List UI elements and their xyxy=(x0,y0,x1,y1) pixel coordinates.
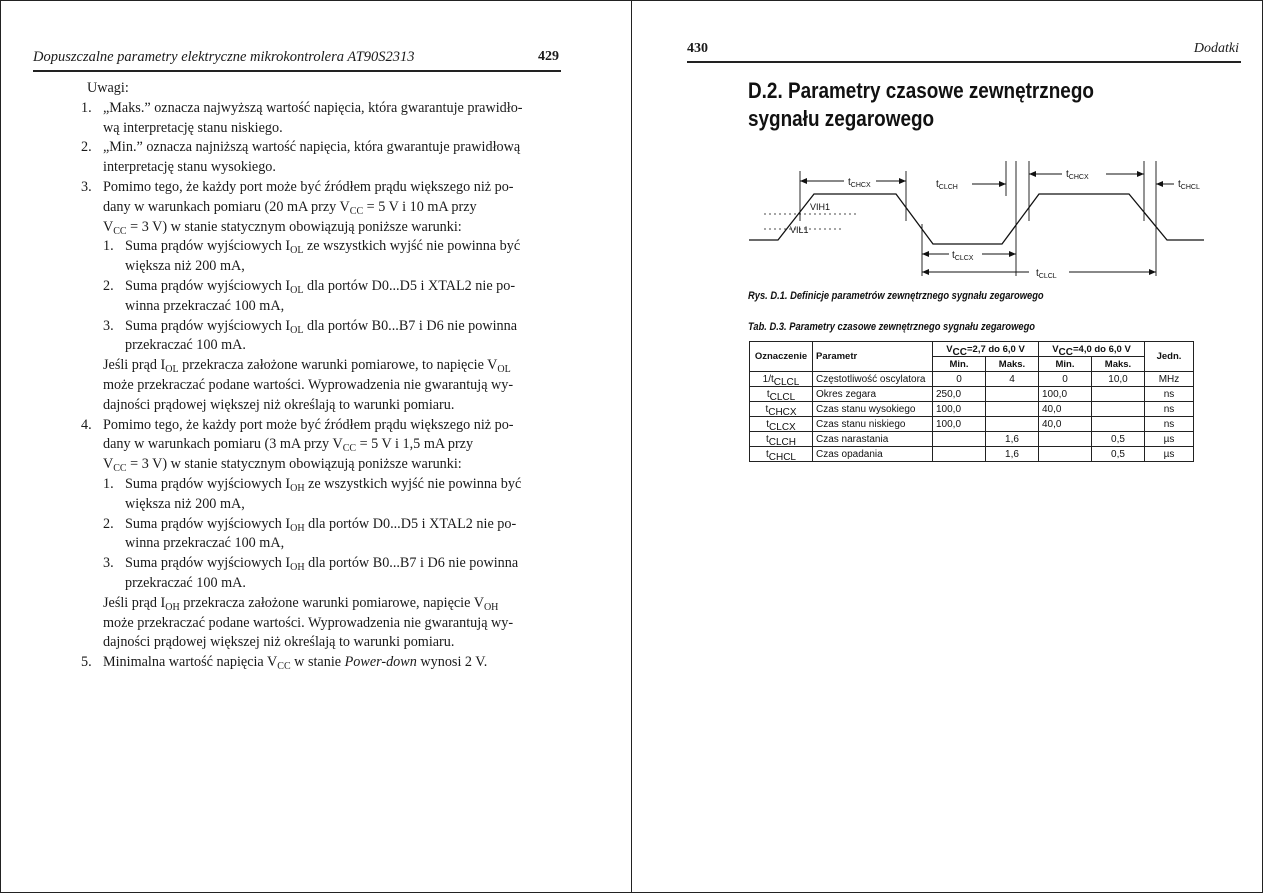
col-max1: Maks. xyxy=(986,357,1039,372)
note-4 xyxy=(63,416,563,436)
cell-unit: µs xyxy=(1145,432,1194,447)
cell-unit: MHz xyxy=(1145,372,1194,387)
subscript: OH xyxy=(483,601,499,613)
cell-min2: 100,0 xyxy=(1039,387,1092,402)
notes-heading: Uwagi: xyxy=(87,80,129,96)
note-4-sub-3 xyxy=(63,554,563,574)
tclcl-sub: CLCL xyxy=(1038,273,1057,280)
note-3 xyxy=(63,198,563,218)
cell-param: Okres zegara xyxy=(813,387,933,402)
line-text: Suma prądów wyjściowych $I_{OL}$ dla portów D0...D5 i XTAL2 nie po- xyxy=(125,277,516,296)
list-number: 4. xyxy=(81,416,92,433)
note-4-para xyxy=(63,614,563,634)
symbol-subscript: CLCL xyxy=(769,391,796,403)
vih1-label: VIH1 xyxy=(810,202,831,212)
line-text: większa niż 200 mA, xyxy=(125,258,245,275)
cell-min2: 0 xyxy=(1039,372,1092,387)
cell-sym: $t_{CHCL}$ xyxy=(750,447,813,462)
cell-param: Czas opadania xyxy=(813,447,933,462)
list-number: 1. xyxy=(103,475,114,492)
col-range1 xyxy=(933,342,1039,357)
cell-unit: ns xyxy=(1145,387,1194,402)
subscript: OH xyxy=(290,482,305,494)
note-3-para xyxy=(63,356,563,376)
col-symbol: Oznaczenie xyxy=(750,342,813,372)
subscript: OL xyxy=(290,284,304,296)
subscript: OL xyxy=(165,364,179,376)
tchcl-sub: CHCL xyxy=(1180,184,1200,191)
col-unit: Jedn. xyxy=(1145,342,1194,372)
symbol-subscript: CHCL xyxy=(768,451,796,463)
line-text: Minimalna wartość napięcia $V_{CC}$ w stanie Power-down wynosi 2 V. xyxy=(103,654,488,673)
cell-min2: 40,0 xyxy=(1039,402,1092,417)
figure-caption: Rys. D.1. Definicje parametrów zewnętrznego sygnału zegarowego xyxy=(748,290,1044,302)
table-caption: Tab. D.3. Parametry czasowe zewnętrznego sygnału zegarowego xyxy=(748,321,1035,333)
subscript: CC xyxy=(277,661,291,673)
left-page xyxy=(0,0,631,893)
cell-max2: 0,5 xyxy=(1092,447,1145,462)
tclcx-sub: CLCX xyxy=(954,255,974,262)
note-1 xyxy=(63,119,563,139)
cell-sym: $t_{CHCX}$ xyxy=(750,402,813,417)
note-3-para xyxy=(63,396,563,416)
note-3-sub-1 xyxy=(63,237,563,257)
line-text: Pomimo tego, że każdy port może być źródłem prądu większego niż po- xyxy=(103,416,514,433)
table-row xyxy=(750,432,1194,447)
cell-unit: ns xyxy=(1145,417,1194,432)
note-4-sub-2 xyxy=(63,515,563,535)
page-number: 430 xyxy=(687,41,708,56)
range1-label: $V_{CC}=2,7$ do 6,0 V xyxy=(946,343,1025,358)
clock-timing-diagram xyxy=(744,156,1204,281)
list-number: 5. xyxy=(81,654,92,671)
note-2 xyxy=(63,138,563,158)
running-header xyxy=(33,49,561,66)
table-body xyxy=(750,372,1194,462)
subscript: CC xyxy=(113,225,127,237)
line-text: dajności prądowej większej niż określają to warunki pomiaru. xyxy=(103,396,455,413)
list-number: 3. xyxy=(103,317,114,334)
symbol-subscript: CLCL xyxy=(773,376,800,388)
note-1 xyxy=(63,99,563,119)
cell-min2: 40,0 xyxy=(1039,417,1092,432)
cell-max2: 10,0 xyxy=(1092,372,1145,387)
line-text: przekraczać 100 mA. xyxy=(125,574,246,591)
cell-sym: $t_{CLCL}$ xyxy=(750,387,813,402)
cell-unit: ns xyxy=(1145,402,1194,417)
symbol-subscript: CHCX xyxy=(768,406,797,418)
line-text: $V_{CC} = 3$ V) w stanie statycznym obowiązują poniższe warunki: xyxy=(103,456,462,475)
note-4 xyxy=(63,435,563,455)
subscript: CC xyxy=(952,346,967,358)
section-title xyxy=(748,77,1094,133)
line-text: dany w warunkach pomiaru (3 mA przy $V_{CC} = 5$ V i 1,5 mA przy xyxy=(103,436,474,455)
tclcl-label: $t_{CLCL}$ xyxy=(1036,268,1057,280)
tchcl-label: $t_{CHCL}$ xyxy=(1178,179,1200,191)
cell-unit: µs xyxy=(1145,447,1194,462)
tchcx-sub-2: CHCX xyxy=(1068,174,1089,181)
line-text: dajności prądowej większej niż określają to warunki pomiaru. xyxy=(103,634,455,651)
tchcx-label-1: $t_{CHCX}$ xyxy=(848,177,871,189)
line-text: Suma prądów wyjściowych $I_{OH}$ ze wszystkich wyjść nie powinna być xyxy=(125,475,522,494)
right-page xyxy=(631,0,1263,893)
line-text: dany w warunkach pomiaru (20 mA przy $V_{CC} = 5$ V i 10 mA przy xyxy=(103,198,477,217)
cell-min1: 250,0 xyxy=(933,387,986,402)
line-text: interpretację stanu wysokiego. xyxy=(103,159,276,176)
table-row xyxy=(750,417,1194,432)
subscript: OH xyxy=(290,522,305,534)
list-number: 2. xyxy=(103,515,114,532)
line-text: może przekraczać podane wartości. Wyprowadzenia nie gwarantują wy- xyxy=(103,614,514,631)
line-text: może przekraczać podane wartości. Wyprowadzenia nie gwarantują wy- xyxy=(103,376,514,393)
note-4 xyxy=(63,455,563,475)
note-3-sub-3 xyxy=(63,336,563,356)
list-number: 3. xyxy=(81,178,92,195)
page-number: 429 xyxy=(538,49,559,64)
list-number: 2. xyxy=(81,139,92,156)
note-3-sub-2 xyxy=(63,277,563,297)
subscript: CC xyxy=(349,205,364,217)
cell-max1: 1,6 xyxy=(986,432,1039,447)
cell-max2 xyxy=(1092,387,1145,402)
note-4-sub-1 xyxy=(63,475,563,495)
line-text: Suma prądów wyjściowych $I_{OL}$ ze wszystkich wyjść nie powinna być xyxy=(125,238,521,257)
vil1-label: VIL1 xyxy=(790,225,809,235)
line-text: wą interpretację stanu niskiego. xyxy=(103,119,283,136)
subscript: CC xyxy=(1058,346,1073,358)
line-text: $V_{CC} = 3$ V) w stanie statycznym obowiązują poniższe warunki: xyxy=(103,218,462,237)
line-text: przekraczać 100 mA. xyxy=(125,337,246,354)
cell-min2 xyxy=(1039,447,1092,462)
cell-param: Częstotliwość oscylatora xyxy=(813,372,933,387)
subscript: OH xyxy=(290,562,305,574)
line-text: Jeśli prąd $I_{OH}$ przekracza założone warunki pomiarowe, napięcie $V_{OH}$ xyxy=(103,594,499,613)
col-max2: Maks. xyxy=(1092,357,1145,372)
note-5 xyxy=(63,653,563,673)
note-4-sub-1 xyxy=(63,495,563,515)
tchcx-sub-1: CHCX xyxy=(850,182,871,189)
line-text: Suma prądów wyjściowych $I_{OH}$ dla portów D0...D5 i XTAL2 nie po- xyxy=(125,515,517,534)
note-4-sub-3 xyxy=(63,574,563,594)
cell-param: Czas stanu niskiego xyxy=(813,417,933,432)
header-title: Dodatki xyxy=(1193,41,1239,56)
cell-max2 xyxy=(1092,402,1145,417)
cell-sym: $t_{CLCX}$ xyxy=(750,417,813,432)
col-range2 xyxy=(1039,342,1145,357)
cell-min1 xyxy=(933,447,986,462)
line-text: większa niż 200 mA, xyxy=(125,495,245,512)
note-3-para xyxy=(63,376,563,396)
cell-min2 xyxy=(1039,432,1092,447)
tchcx-label-2: $t_{CHCX}$ xyxy=(1066,169,1089,181)
line-text: winna przekraczać 100 mA, xyxy=(125,297,285,314)
cell-min1: 0 xyxy=(933,372,986,387)
header-rule xyxy=(33,70,561,72)
list-number: 1. xyxy=(81,99,92,116)
line-text: Pomimo tego, że każdy port może być źródłem prądu większego niż po- xyxy=(103,178,514,195)
cell-max1 xyxy=(986,417,1039,432)
subscript: CC xyxy=(342,443,357,455)
list-number: 3. xyxy=(103,555,114,572)
cell-max2: 0,5 xyxy=(1092,432,1145,447)
note-4-para xyxy=(63,594,563,614)
range2-label: $V_{CC}=4,0$ do 6,0 V xyxy=(1052,343,1131,358)
symbol-subscript: CLCX xyxy=(769,421,796,433)
line-text: „Maks.” oznacza najwyższą wartość napięcia, która gwarantuje prawidło- xyxy=(103,99,523,116)
subscript: OH xyxy=(165,601,180,613)
line-text: Suma prądów wyjściowych $I_{OH}$ dla portów B0...B7 i D6 nie powinna xyxy=(125,555,519,574)
subscript: OL xyxy=(290,324,304,336)
cell-max1 xyxy=(986,402,1039,417)
section-title-line2: sygnału zegarowego xyxy=(748,106,935,131)
note-3 xyxy=(63,178,563,198)
note-3-sub-1 xyxy=(63,257,563,277)
cell-min1: 100,0 xyxy=(933,417,986,432)
note-2 xyxy=(63,158,563,178)
list-number: 1. xyxy=(103,238,114,255)
col-param: Parametr xyxy=(813,342,933,372)
cell-max1: 1,6 xyxy=(986,447,1039,462)
section-title-line1: D.2. Parametry czasowe zewnętrznego xyxy=(748,78,1094,103)
note-4-sub-2 xyxy=(63,534,563,554)
subscript: OL xyxy=(497,364,511,376)
tclch-label: $t_{CLCH}$ xyxy=(936,179,958,191)
table-row xyxy=(750,447,1194,462)
cell-max1: 4 xyxy=(986,372,1039,387)
cell-param: Czas stanu wysokiego xyxy=(813,402,933,417)
table-row xyxy=(750,402,1194,417)
cell-min1 xyxy=(933,432,986,447)
col-min2: Min. xyxy=(1039,357,1092,372)
note-3 xyxy=(63,218,563,238)
cell-sym: $t_{CLCH}$ xyxy=(750,432,813,447)
symbol-subscript: CLCH xyxy=(768,436,796,448)
cell-max1 xyxy=(986,387,1039,402)
cell-sym: $1/t_{CLCL}$ xyxy=(750,372,813,387)
note-3-sub-2 xyxy=(63,297,563,317)
tclcx-label: $t_{CLCX}$ xyxy=(952,250,974,262)
tclch-sub: CLCH xyxy=(938,184,958,191)
cell-param: Czas narastania xyxy=(813,432,933,447)
header-title: Dopuszczalne parametry elektryczne mikrokontrolera AT90S2313 xyxy=(33,49,415,65)
marker-lines xyxy=(800,161,1156,276)
threshold-lines xyxy=(764,214,859,229)
note-4-para xyxy=(63,633,563,653)
cell-max2 xyxy=(1092,417,1145,432)
list-number: 2. xyxy=(103,277,114,294)
table-row xyxy=(750,372,1194,387)
line-text: Suma prądów wyjściowych $I_{OL}$ dla portów B0...B7 i D6 nie powinna xyxy=(125,317,518,336)
clock-timing-table xyxy=(749,341,1194,462)
cell-min1: 100,0 xyxy=(933,402,986,417)
subscript: OL xyxy=(290,245,304,257)
table-row xyxy=(750,387,1194,402)
subscript: CC xyxy=(113,463,127,475)
line-text: winna przekraczać 100 mA, xyxy=(125,535,285,552)
line-text: Jeśli prąd $I_{OL}$ przekracza założone warunki pomiarowe, to napięcie $V_{OL}$ xyxy=(103,357,511,376)
col-min1: Min. xyxy=(933,357,986,372)
note-3-sub-3 xyxy=(63,317,563,337)
notes-text xyxy=(63,79,563,673)
header-rule xyxy=(687,61,1241,63)
line-text: „Min.” oznacza najniższą wartość napięcia, która gwarantuje prawidłową xyxy=(103,139,521,156)
